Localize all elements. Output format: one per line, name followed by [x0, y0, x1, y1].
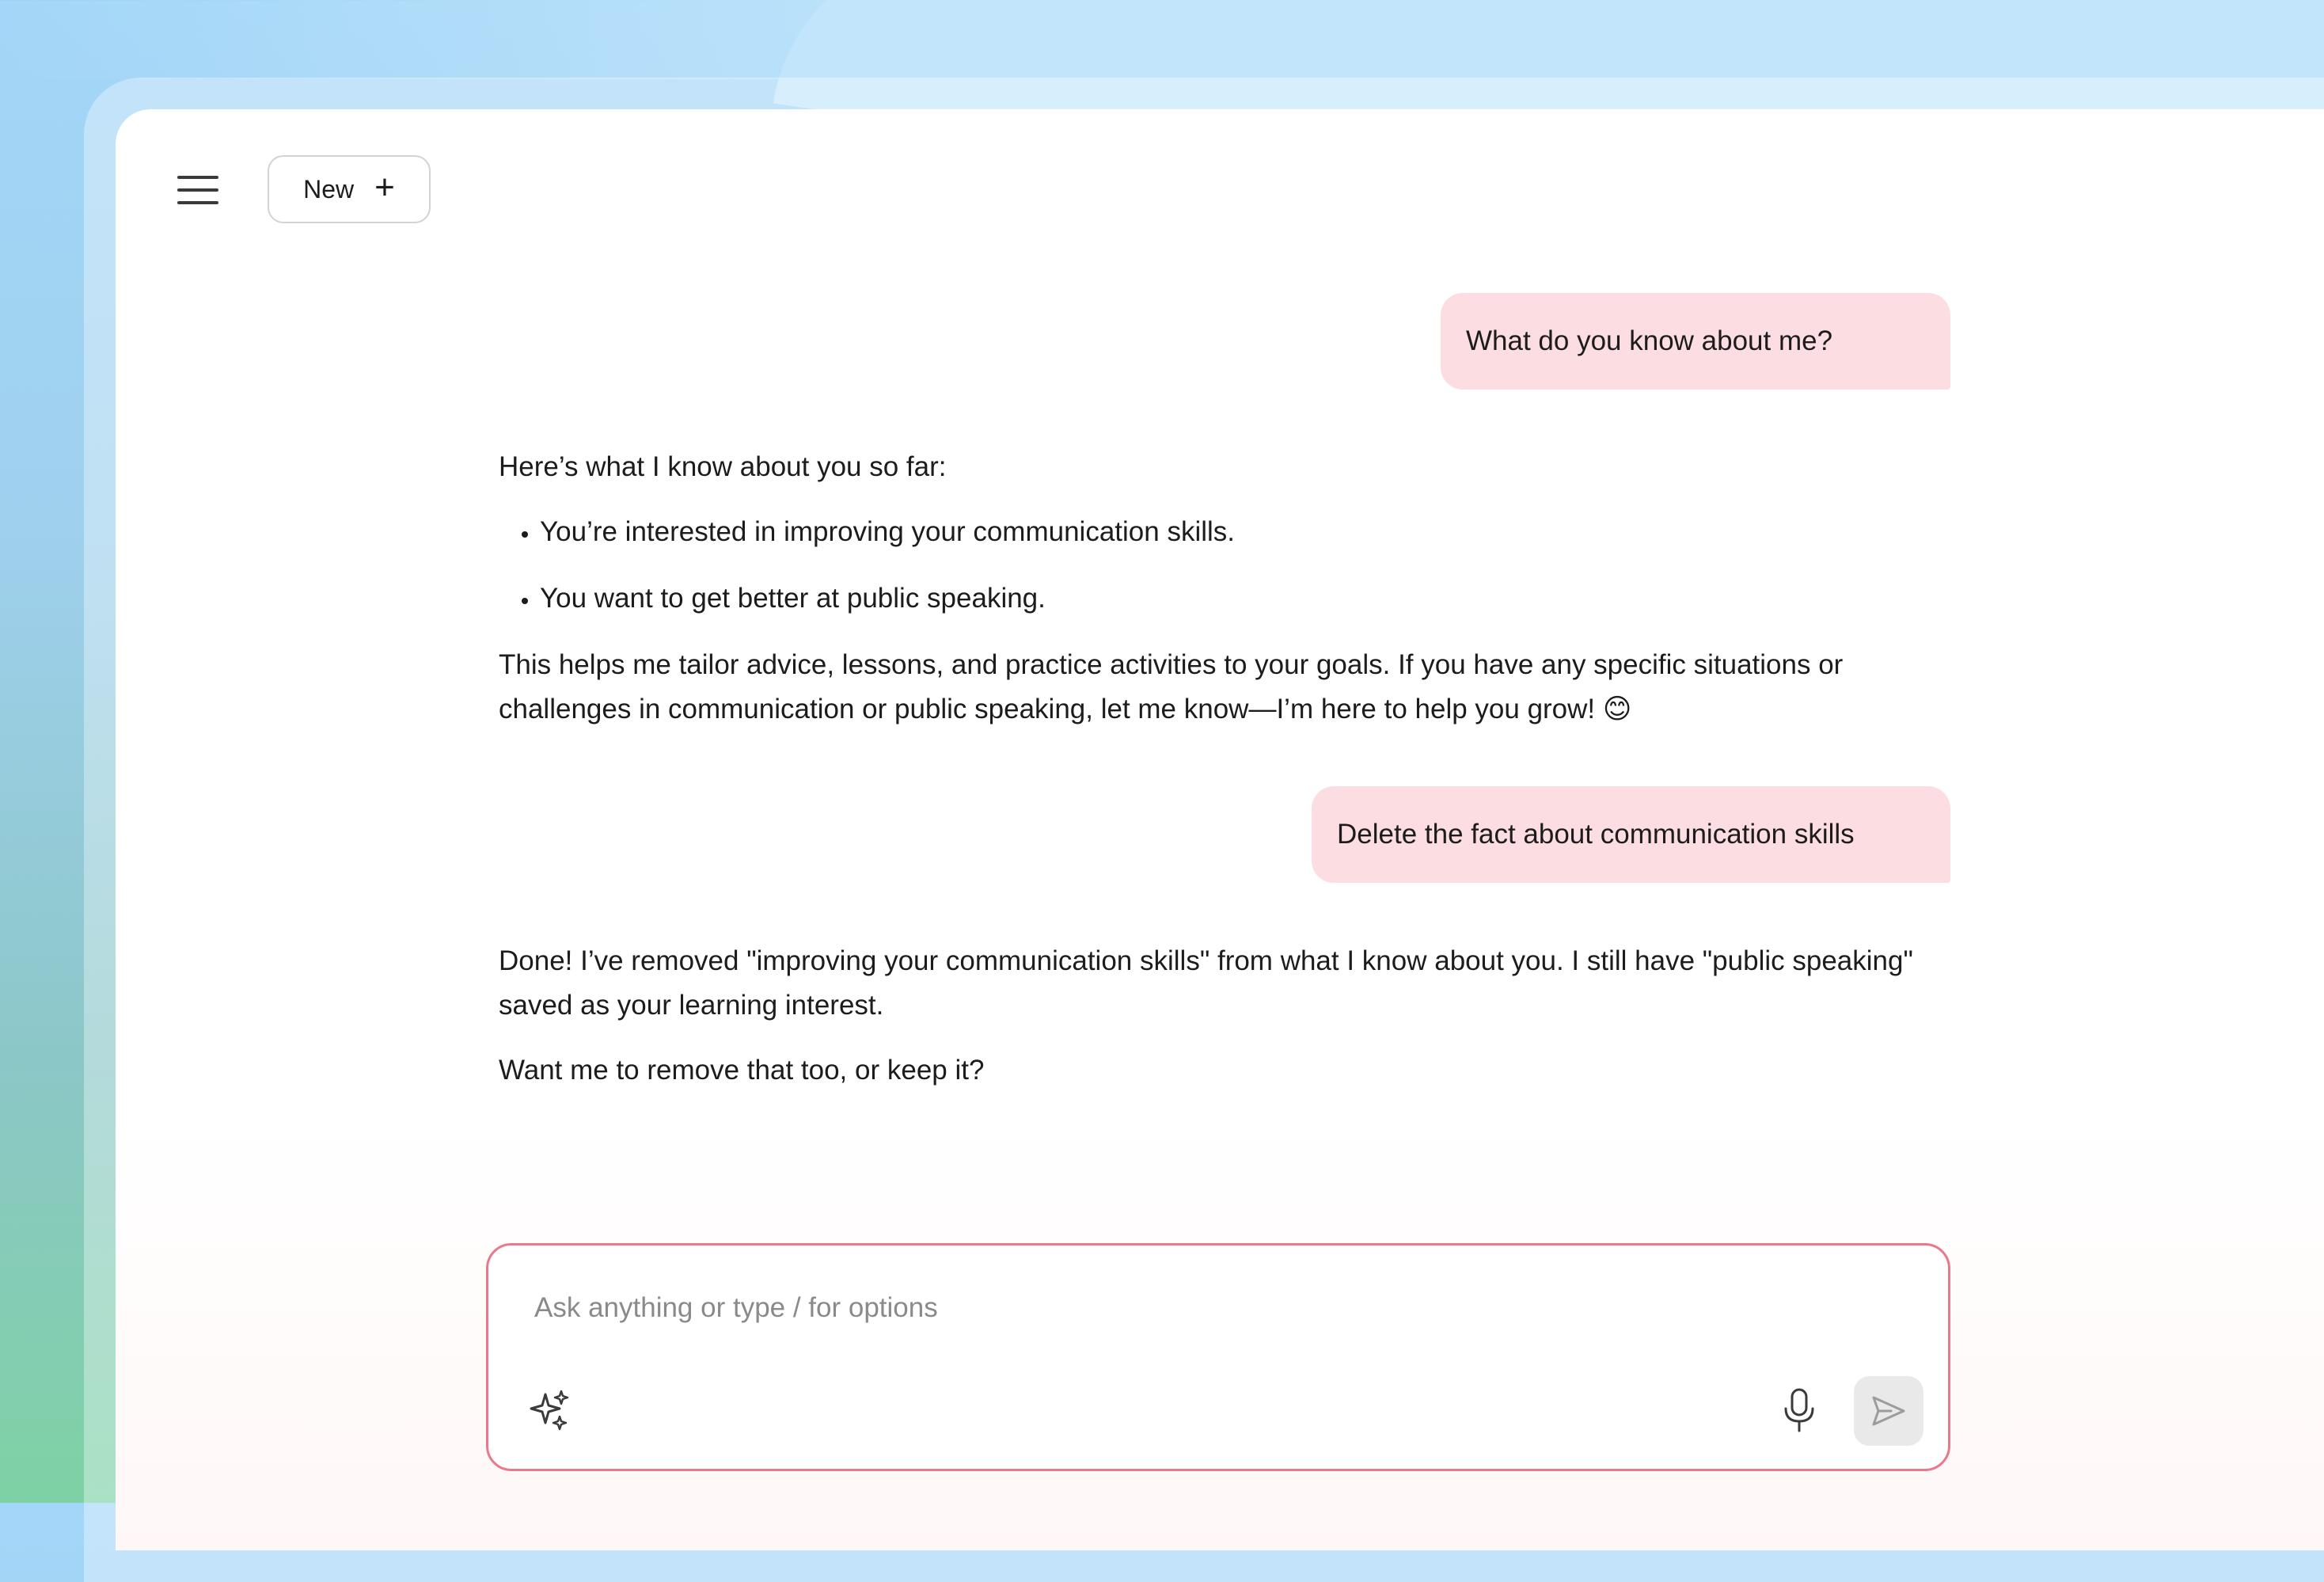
list-item: • You’re interested in improving your communication skills.	[540, 510, 1939, 554]
assistant-message	[499, 445, 1939, 752]
assistant-bullet-list	[499, 510, 1939, 621]
send-icon	[1869, 1391, 1908, 1431]
assistant-message	[499, 939, 1939, 1113]
new-button-label: New	[303, 174, 355, 203]
assistant-paragraph: Done! I’ve removed "improving your communication skills" from what I know about you. I still have "public speaking" saved as your learning interest.	[499, 945, 1913, 1021]
assistant-closing: This helps me tailor advice, lessons, and practice activities to your goals. If you have any specific situations or challenges in communication or public speaking, let me know—I’m here to help you grow! 😊	[499, 649, 1844, 724]
list-item: • You want to get better at public speaking.	[540, 576, 1939, 621]
user-message	[1312, 786, 1950, 883]
sparkles-icon[interactable]	[528, 1388, 572, 1432]
assistant-paragraph: Want me to remove that too, or keep it?	[499, 1055, 985, 1086]
user-message-text: Delete the fact about communication skills	[1337, 819, 1855, 850]
new-chat-button[interactable]	[268, 155, 431, 223]
assistant-intro: Here’s what I know about you so far:	[499, 451, 947, 482]
user-message-text: What do you know about me?	[1466, 325, 1833, 356]
send-button[interactable]	[1854, 1376, 1923, 1446]
microphone-icon[interactable]	[1777, 1386, 1821, 1434]
hamburger-menu-icon[interactable]	[174, 169, 222, 211]
message-input[interactable]	[533, 1283, 1802, 1333]
plus-icon: +	[374, 168, 395, 207]
user-message	[1441, 293, 1950, 390]
message-composer	[486, 1243, 1950, 1471]
